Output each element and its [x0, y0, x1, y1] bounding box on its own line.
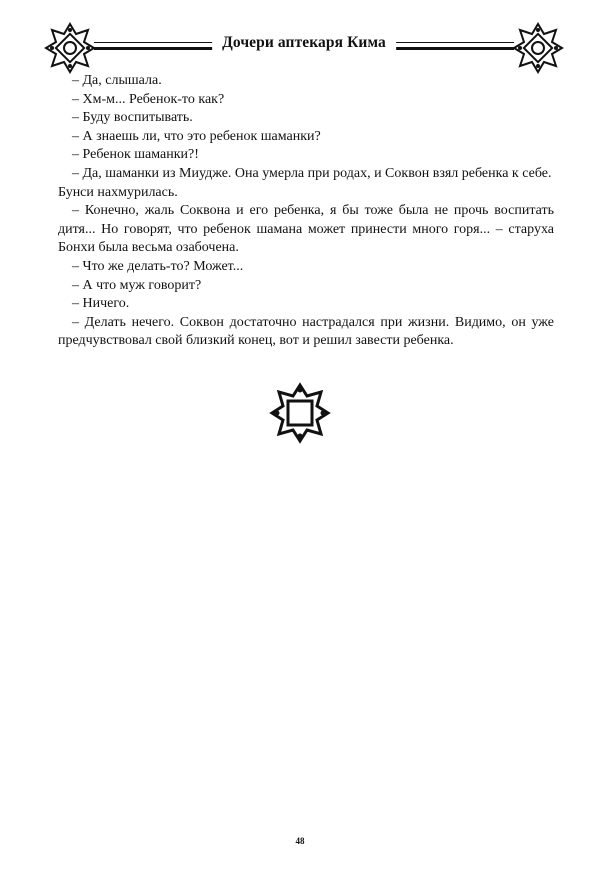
page-header [44, 20, 564, 76]
dialogue-line: – А знаешь ли, что это ребенок шаманки? [72, 128, 321, 144]
dialogue-line: – Да, слышала. [72, 73, 162, 88]
dialogue-line: – Ничего. [72, 296, 130, 312]
dialogue-line: – Хм-м... Ребенок-то как? [72, 91, 225, 107]
ornament-icon [512, 22, 564, 74]
dialogue-line: – Делать нечего. Соквон достаточно настрадался при жизни. Видимо, он уже предчувствовал свой близкий конец, вот и решил завести ребенка. [58, 314, 554, 349]
dialogue-line: – Ребенок шаманки?! [72, 147, 199, 163]
ornament-icon [44, 22, 96, 74]
dialogue-line: – Да, шаманки из Миудже. Она умерла при родах, и Соквон взял ребенка к себе. [72, 165, 552, 181]
dialogue-line: – Что же делать-то? Может... [72, 258, 244, 274]
dialogue-line: – Конечно, жаль Соквона и его ребенка, я бы тоже была не прочь воспитать дитя... Но говорят, что ребенок шамана может принести много горя... – старуха Бонхи была весьма озабочена. [58, 203, 554, 256]
dialogue-line: – А что муж говорит? [72, 277, 202, 293]
page-number: 48 [295, 836, 305, 846]
running-title: Дочери аптекаря Кима [212, 34, 396, 52]
body-text [58, 72, 554, 351]
ornament-icon [269, 382, 331, 444]
dialogue-line: – Буду воспитывать. [72, 110, 193, 126]
narration-line: Бунси нахмурилась. [58, 184, 178, 200]
